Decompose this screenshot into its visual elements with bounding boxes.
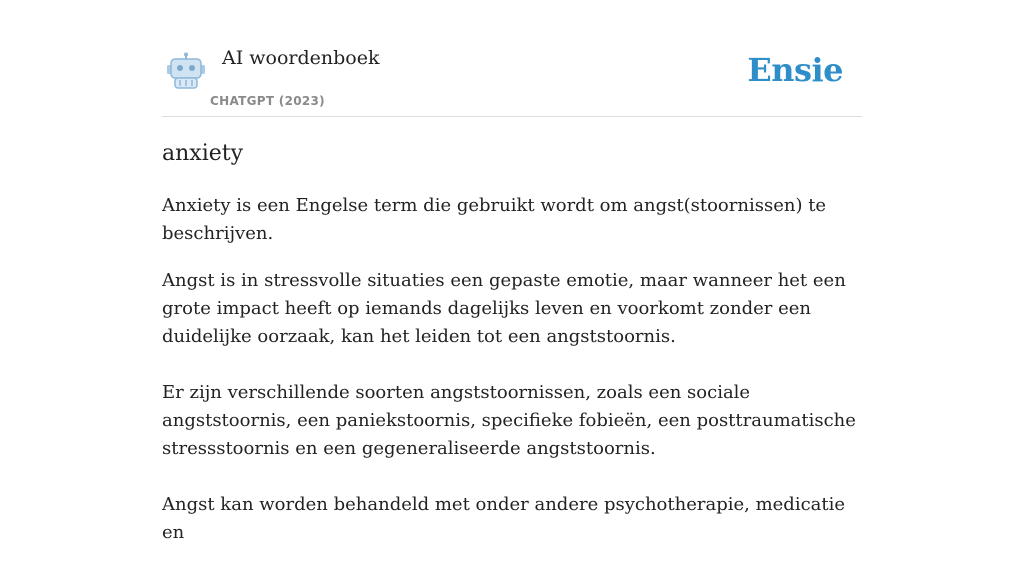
robot-icon bbox=[166, 52, 206, 90]
source-subtitle: CHATGPT (2023) bbox=[210, 94, 325, 108]
definition-paragraph: Angst is in stressvolle situaties een gepaste emotie, maar wanneer het een grote impact heeft op iemands dagelijks leven en voorkomt zonder een duidelijke oorzaak, kan het leiden tot een angststoornis. bbox=[162, 270, 846, 347]
entry-header bbox=[162, 0, 862, 117]
definition-paragraph: Anxiety is een Engelse term die gebruikt wordt om angst(stoornissen) te beschrijven. bbox=[162, 195, 827, 244]
definition-paragraph: Angst kan worden behandeld met onder andere psychotherapie, medicatie en bbox=[162, 494, 846, 543]
source-title[interactable]: AI woordenboek bbox=[222, 47, 380, 69]
brand-logo[interactable]: Ensie bbox=[747, 51, 843, 89]
term-title: anxiety bbox=[162, 141, 244, 166]
definition-body bbox=[162, 192, 862, 566]
definition-paragraph: Er zijn verschillende soorten angststoornissen, zoals een sociale angststoornis, een paniekstoornis, specifieke fobieën, een posttraumatische stressstoornis en een gegeneraliseerde angststoornis. bbox=[162, 382, 856, 459]
